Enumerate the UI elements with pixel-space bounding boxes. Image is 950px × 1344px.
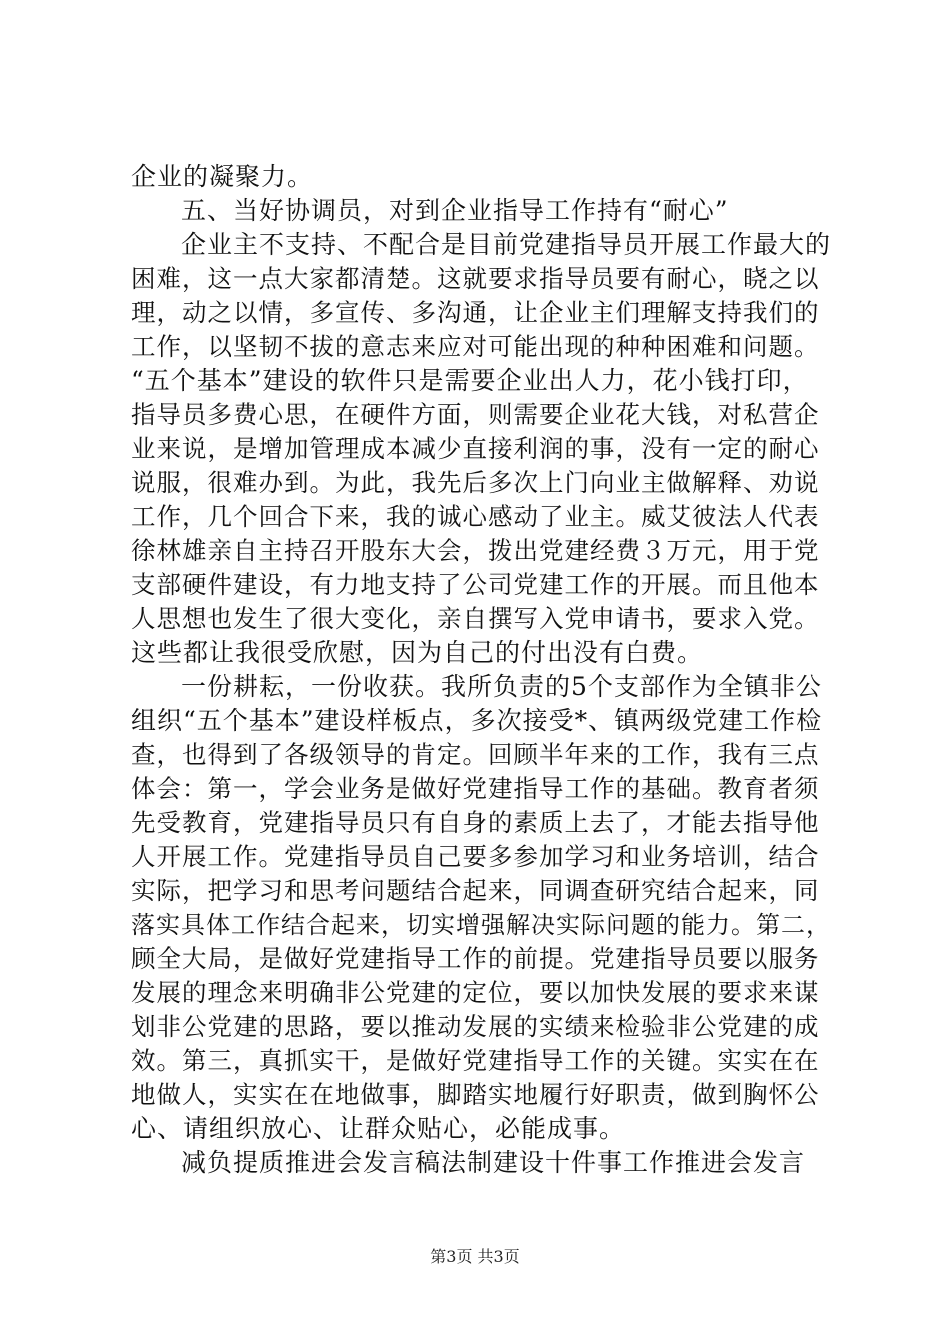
text-line: 指导员多费心思，在硬件方面，则需要企业花大钱，对私营企	[131, 400, 820, 429]
text-line: 地做人，实实在在地做事，脚踏实地履行好职责，做到胸怀公	[131, 1080, 820, 1109]
text-line: 工作，几个回合下来，我的诚心感动了业主。威艾彼法人代表	[131, 502, 820, 531]
text-line: 查，也得到了各级领导的肯定。回顾半年来的工作，我有三点	[131, 740, 820, 769]
text-line: 组织“五个基本”建设样板点，多次接受*、镇两级党建工作检	[131, 706, 823, 735]
text-line: 工作，以坚韧不拔的意志来应对可能出现的种种困难和问题。	[131, 332, 820, 361]
text-line: 五、当好协调员，对到企业指导工作持有“耐心”	[181, 196, 729, 225]
text-line: 体会：第一，学会业务是做好党建指导工作的基础。教育者须	[131, 774, 820, 803]
text-line: 困难，这一点大家都清楚。这就要求指导员要有耐心，晓之以	[131, 264, 820, 293]
text-line: 减负提质推进会发言稿法制建设十件事工作推进会发言	[181, 1148, 806, 1177]
text-line: 理，动之以情，多宣传、多沟通，让企业主们理解支持我们的	[131, 298, 820, 327]
document-body	[131, 160, 831, 1180]
text-line: 划非公党建的思路，要以推动发展的实绩来检验非公党建的成	[131, 1012, 820, 1041]
text-line: 徐林雄亲自主持召开股东大会，拨出党建经费３万元，用于党	[131, 536, 820, 565]
text-line: 说服，很难办到。为此，我先后多次上门向业主做解释、劝说	[131, 468, 820, 497]
text-line: 人思想也发生了很大变化，亲自撰写入党申请书，要求入党。	[131, 604, 820, 633]
text-line: 心、请组织放心、让群众贴心，必能成事。	[131, 1114, 626, 1143]
text-line: “五个基本”建设的软件只是需要企业出人力，花小钱打印，	[131, 366, 809, 395]
text-line: 顾全大局，是做好党建指导工作的前提。党建指导员要以服务	[131, 944, 820, 973]
text-line: 效。第三，真抓实干，是做好党建指导工作的关键。实实在在	[131, 1046, 820, 1075]
text-line: 企业主不支持、不配合是目前党建指导员开展工作最大的	[181, 230, 832, 259]
text-line: 业来说，是增加管理成本减少直接利润的事，没有一定的耐心	[131, 434, 820, 463]
text-line: 企业的凝聚力。	[131, 162, 314, 191]
text-line: 这些都让我很受欣慰，因为自己的付出没有白费。	[131, 638, 704, 667]
text-line: 先受教育，党建指导员只有自身的素质上去了，才能去指导他	[131, 808, 820, 837]
text-line: 实际，把学习和思考问题结合起来，同调查研究结合起来，同	[131, 876, 820, 905]
page-footer: 第3页 共3页	[430, 1247, 520, 1266]
text-line: 人开展工作。党建指导员自己要多参加学习和业务培训，结合	[131, 842, 820, 871]
text-line: 支部硬件建设，有力地支持了公司党建工作的开展。而且他本	[131, 570, 820, 599]
text-line: 一份耕耘，一份收获。我所负责的5个支部作为全镇非公	[181, 672, 822, 701]
text-line: 落实具体工作结合起来，切实增强解决实际问题的能力。第二，	[131, 911, 831, 939]
text-line: 发展的理念来明确非公党建的定位，要以加快发展的要求来谋	[131, 978, 820, 1007]
